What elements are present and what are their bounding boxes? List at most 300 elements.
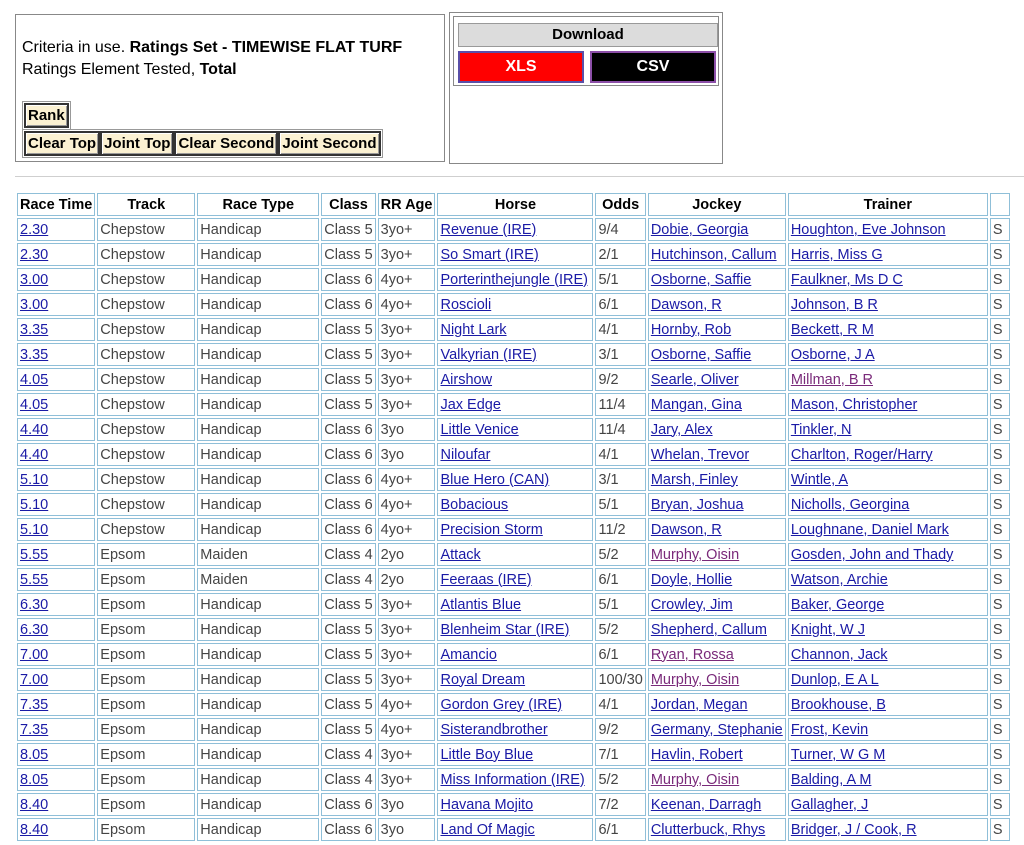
odds-cell: 5/1: [595, 268, 645, 291]
table-row: [17, 568, 1010, 591]
odds-cell: 5/2: [595, 618, 645, 641]
odds-cell: 11/4: [595, 393, 645, 416]
table-row: [17, 643, 1010, 666]
horse-link[interactable]: Blenheim Star (IRE): [440, 621, 570, 638]
race-time-cell: [17, 243, 95, 266]
extra-cell: S: [990, 718, 1010, 741]
trainer-link[interactable]: Osborne, J A: [790, 346, 875, 363]
track-cell: Chepstow: [97, 493, 195, 516]
race-type-cell: Maiden: [197, 543, 319, 566]
race-time-link[interactable]: 5.10: [20, 496, 49, 513]
horse-cell: [437, 543, 593, 566]
jockey-link[interactable]: Jary, Alex: [650, 421, 713, 438]
horse-link[interactable]: Attack: [440, 546, 481, 563]
jockey-link[interactable]: Jordan, Megan: [650, 696, 748, 713]
table-row: [17, 243, 1010, 266]
race-time-cell: [17, 593, 95, 616]
class-cell: Class 5: [321, 593, 375, 616]
jockey-link[interactable]: Murphy, Oisin: [650, 671, 740, 688]
horse-link[interactable]: Porterinthejungle (IRE): [440, 271, 588, 288]
race-type-cell: Handicap: [197, 518, 319, 541]
race-time-cell: [17, 393, 95, 416]
trainer-cell: [788, 668, 988, 691]
jockey-link[interactable]: Hutchinson, Callum: [650, 246, 777, 263]
trainer-cell: [788, 343, 988, 366]
jockey-cell: [648, 593, 786, 616]
horse-link[interactable]: Amancio: [440, 646, 497, 663]
class-cell: Class 6: [321, 468, 375, 491]
class-cell: Class 4: [321, 768, 375, 791]
horse-cell: [437, 418, 593, 441]
horse-link[interactable]: Gordon Grey (IRE): [440, 696, 563, 713]
horse-cell: [437, 768, 593, 791]
extra-cell: S: [990, 793, 1010, 816]
horse-link[interactable]: Feeraas (IRE): [440, 571, 532, 588]
trainer-cell: [788, 718, 988, 741]
horse-cell: [437, 593, 593, 616]
trainer-link[interactable]: Harris, Miss G: [790, 246, 883, 263]
track-cell: Epsom: [97, 793, 195, 816]
race-time-link[interactable]: 3.00: [20, 296, 49, 313]
jockey-link[interactable]: Mangan, Gina: [650, 396, 742, 413]
table-row: [17, 593, 1010, 616]
horse-link[interactable]: Miss Information (IRE): [440, 771, 585, 788]
horse-link[interactable]: Land Of Magic: [440, 821, 535, 838]
age-cell: 2yo: [378, 543, 436, 566]
horse-link[interactable]: Night Lark: [440, 321, 507, 338]
race-time-cell: [17, 668, 95, 691]
odds-cell: 9/2: [595, 368, 645, 391]
age-cell: 4yo+: [378, 693, 436, 716]
horse-cell: [437, 293, 593, 316]
race-time-link[interactable]: 2.30: [20, 221, 49, 238]
trainer-link[interactable]: Frost, Kevin: [790, 721, 869, 738]
track-cell: Chepstow: [97, 418, 195, 441]
trainer-cell: [788, 793, 988, 816]
race-time-link[interactable]: 8.40: [20, 796, 49, 813]
race-time-link[interactable]: 2.30: [20, 246, 49, 263]
extra-cell: S: [990, 243, 1010, 266]
race-time-cell: [17, 718, 95, 741]
header-row: [17, 193, 1010, 216]
race-type-cell: Handicap: [197, 368, 319, 391]
extra-cell: S: [990, 468, 1010, 491]
race-type-cell: Handicap: [197, 818, 319, 841]
jockey-link[interactable]: Dobie, Georgia: [650, 221, 749, 238]
race-time-link[interactable]: 4.05: [20, 396, 49, 413]
criteria-line: [22, 39, 402, 57]
jockey-cell: [648, 293, 786, 316]
horse-link[interactable]: Bobacious: [440, 496, 509, 513]
jockey-link[interactable]: Crowley, Jim: [650, 596, 733, 613]
header-race-type[interactable]: Race Type: [197, 193, 319, 216]
jockey-link[interactable]: Whelan, Trevor: [650, 446, 750, 463]
class-cell: Class 6: [321, 793, 375, 816]
race-time-link[interactable]: 6.30: [20, 621, 49, 638]
race-time-cell: [17, 618, 95, 641]
rank-button[interactable]: Rank: [24, 103, 69, 128]
age-cell: 3yo+: [378, 368, 436, 391]
extra-cell: S: [990, 418, 1010, 441]
extra-cell: S: [990, 518, 1010, 541]
track-cell: Chepstow: [97, 218, 195, 241]
extra-cell: S: [990, 818, 1010, 841]
jockey-link[interactable]: Searle, Oliver: [650, 371, 739, 388]
track-cell: Chepstow: [97, 393, 195, 416]
race-time-link[interactable]: 7.35: [20, 721, 49, 738]
race-type-cell: Handicap: [197, 268, 319, 291]
trainer-cell: [788, 468, 988, 491]
odds-cell: 5/1: [595, 493, 645, 516]
horse-link[interactable]: So Smart (IRE): [440, 246, 539, 263]
horse-link[interactable]: Precision Storm: [440, 521, 543, 538]
race-time-link[interactable]: 8.40: [20, 821, 49, 838]
horse-cell: [437, 443, 593, 466]
race-time-link[interactable]: 5.10: [20, 521, 49, 538]
race-time-link[interactable]: 3.00: [20, 271, 49, 288]
horse-link[interactable]: Blue Hero (CAN): [440, 471, 550, 488]
horse-cell: [437, 793, 593, 816]
race-time-link[interactable]: 6.30: [20, 596, 49, 613]
age-cell: 4yo+: [378, 718, 436, 741]
jockey-cell: [648, 368, 786, 391]
race-time-link[interactable]: 4.05: [20, 371, 49, 388]
jockey-cell: [648, 443, 786, 466]
track-cell: Chepstow: [97, 268, 195, 291]
extra-cell: S: [990, 343, 1010, 366]
race-time-link[interactable]: 7.00: [20, 671, 49, 688]
odds-cell: 6/1: [595, 818, 645, 841]
trainer-link[interactable]: Mason, Christopher: [790, 396, 918, 413]
horse-cell: [437, 468, 593, 491]
trainer-link[interactable]: Knight, W J: [790, 621, 865, 638]
horse-cell: [437, 618, 593, 641]
xls-download-button[interactable]: XLS: [458, 51, 584, 83]
trainer-link[interactable]: Charlton, Roger/Harry: [790, 446, 933, 463]
age-cell: 3yo+: [378, 668, 436, 691]
jockey-link[interactable]: Marsh, Finley: [650, 471, 738, 488]
race-time-link[interactable]: 4.40: [20, 421, 49, 438]
trainer-cell: [788, 693, 988, 716]
class-cell: Class 5: [321, 693, 375, 716]
race-time-cell: [17, 743, 95, 766]
trainer-link[interactable]: Turner, W G M: [790, 746, 886, 763]
header-class[interactable]: Class: [321, 193, 375, 216]
jockey-cell: [648, 793, 786, 816]
trainer-cell: [788, 593, 988, 616]
class-cell: Class 5: [321, 718, 375, 741]
table-row: [17, 418, 1010, 441]
results-table: [15, 191, 1012, 843]
trainer-cell: [788, 493, 988, 516]
class-cell: Class 6: [321, 518, 375, 541]
race-time-link[interactable]: 5.55: [20, 546, 49, 563]
extra-cell: S: [990, 643, 1010, 666]
track-cell: Epsom: [97, 768, 195, 791]
jockey-cell: [648, 718, 786, 741]
horse-link[interactable]: Little Boy Blue: [440, 746, 534, 763]
trainer-link[interactable]: Loughnane, Daniel Mark: [790, 521, 949, 538]
horse-cell: [437, 568, 593, 591]
horse-cell: [437, 668, 593, 691]
race-type-cell: Handicap: [197, 243, 319, 266]
jockey-link[interactable]: Murphy, Oisin: [650, 771, 740, 788]
jockey-cell: [648, 768, 786, 791]
trainer-link[interactable]: Balding, A M: [790, 771, 872, 788]
race-time-link[interactable]: 3.35: [20, 346, 49, 363]
race-time-link[interactable]: 5.55: [20, 571, 49, 588]
class-cell: Class 6: [321, 268, 375, 291]
header-jockey[interactable]: Jockey: [648, 193, 786, 216]
jockey-link[interactable]: Havlin, Robert: [650, 746, 743, 763]
trainer-cell: [788, 318, 988, 341]
odds-cell: 11/2: [595, 518, 645, 541]
download-title: Download: [458, 23, 718, 47]
age-cell: 3yo+: [378, 343, 436, 366]
trainer-cell: [788, 568, 988, 591]
race-time-link[interactable]: 7.35: [20, 696, 49, 713]
jockey-link[interactable]: Dawson, R: [650, 521, 722, 538]
jockey-link[interactable]: Shepherd, Callum: [650, 621, 767, 638]
trainer-cell: [788, 543, 988, 566]
joint-second-button[interactable]: Joint Second: [278, 131, 380, 156]
joint-top-button[interactable]: Joint Top: [100, 131, 174, 156]
age-cell: 3yo+: [378, 218, 436, 241]
race-time-link[interactable]: 8.05: [20, 771, 49, 788]
track-cell: Epsom: [97, 543, 195, 566]
race-type-cell: Handicap: [197, 493, 319, 516]
table-row: [17, 668, 1010, 691]
horse-link[interactable]: Royal Dream: [440, 671, 526, 688]
trainer-link[interactable]: Nicholls, Georgina: [790, 496, 910, 513]
race-type-cell: Handicap: [197, 668, 319, 691]
trainer-link[interactable]: Dunlop, E A L: [790, 671, 879, 688]
horse-link[interactable]: Sisterandbrother: [440, 721, 548, 738]
race-time-link[interactable]: 8.05: [20, 746, 49, 763]
horse-link[interactable]: Valkyrian (IRE): [440, 346, 537, 363]
header-horse[interactable]: Horse: [437, 193, 593, 216]
horse-cell: [437, 393, 593, 416]
download-inner: [453, 16, 719, 86]
jockey-cell: [648, 493, 786, 516]
track-cell: Epsom: [97, 743, 195, 766]
ratings-element-prefix: Ratings Element Tested,: [22, 61, 200, 78]
extra-cell: S: [990, 618, 1010, 641]
class-cell: Class 5: [321, 368, 375, 391]
jockey-cell: [648, 243, 786, 266]
jockey-cell: [648, 318, 786, 341]
horse-link[interactable]: Airshow: [440, 371, 493, 388]
race-time-cell: [17, 468, 95, 491]
age-cell: 3yo+: [378, 643, 436, 666]
trainer-link[interactable]: Johnson, B R: [790, 296, 878, 313]
age-cell: 3yo+: [378, 593, 436, 616]
race-time-link[interactable]: 4.40: [20, 446, 49, 463]
age-cell: 4yo+: [378, 268, 436, 291]
horse-cell: [437, 368, 593, 391]
horse-cell: [437, 268, 593, 291]
trainer-link[interactable]: Tinkler, N: [790, 421, 852, 438]
race-time-link[interactable]: 3.35: [20, 321, 49, 338]
age-cell: 4yo+: [378, 293, 436, 316]
race-time-cell: [17, 793, 95, 816]
horse-link[interactable]: Atlantis Blue: [440, 596, 522, 613]
race-type-cell: Handicap: [197, 218, 319, 241]
trainer-cell: [788, 393, 988, 416]
clear-top-button[interactable]: Clear Top: [24, 131, 100, 156]
race-type-cell: Handicap: [197, 643, 319, 666]
class-cell: Class 5: [321, 318, 375, 341]
race-type-cell: Handicap: [197, 443, 319, 466]
odds-cell: 4/1: [595, 693, 645, 716]
header-odds[interactable]: Odds: [595, 193, 645, 216]
jockey-cell: [648, 693, 786, 716]
race-time-link[interactable]: 7.00: [20, 646, 49, 663]
class-cell: Class 5: [321, 343, 375, 366]
jockey-link[interactable]: Osborne, Saffie: [650, 346, 752, 363]
trainer-link[interactable]: Bridger, J / Cook, R: [790, 821, 917, 838]
trainer-link[interactable]: Faulkner, Ms D C: [790, 271, 903, 288]
jockey-link[interactable]: Murphy, Oisin: [650, 546, 740, 563]
position-filter-group: [22, 129, 383, 158]
divider: [15, 176, 1024, 177]
track-cell: Epsom: [97, 568, 195, 591]
trainer-link[interactable]: Channon, Jack: [790, 646, 888, 663]
jockey-cell: [648, 743, 786, 766]
extra-cell: S: [990, 393, 1010, 416]
extra-cell: S: [990, 368, 1010, 391]
class-cell: Class 6: [321, 818, 375, 841]
trainer-link[interactable]: Brookhouse, B: [790, 696, 886, 713]
jockey-cell: [648, 393, 786, 416]
extra-cell: S: [990, 443, 1010, 466]
table-row: [17, 818, 1010, 841]
horse-cell: [437, 743, 593, 766]
trainer-cell: [788, 518, 988, 541]
horse-link[interactable]: Roscioli: [440, 296, 492, 313]
race-time-cell: [17, 418, 95, 441]
class-cell: Class 6: [321, 443, 375, 466]
trainer-cell: [788, 293, 988, 316]
jockey-cell: [648, 468, 786, 491]
race-time-cell: [17, 343, 95, 366]
horse-link[interactable]: Niloufar: [440, 446, 491, 463]
odds-cell: 3/1: [595, 343, 645, 366]
race-time-cell: [17, 368, 95, 391]
trainer-link[interactable]: Baker, George: [790, 596, 885, 613]
trainer-cell: [788, 743, 988, 766]
jockey-cell: [648, 268, 786, 291]
race-time-cell: [17, 318, 95, 341]
age-cell: 4yo+: [378, 518, 436, 541]
class-cell: Class 5: [321, 218, 375, 241]
header-trainer[interactable]: Trainer: [788, 193, 988, 216]
race-time-cell: [17, 518, 95, 541]
extra-cell: S: [990, 493, 1010, 516]
trainer-cell: [788, 618, 988, 641]
jockey-link[interactable]: Clutterbuck, Rhys: [650, 821, 766, 838]
track-cell: Epsom: [97, 818, 195, 841]
class-cell: Class 6: [321, 418, 375, 441]
jockey-link[interactable]: Hornby, Rob: [650, 321, 732, 338]
trainer-link[interactable]: Watson, Archie: [790, 571, 888, 588]
race-time-link[interactable]: 5.10: [20, 471, 49, 488]
trainer-cell: [788, 368, 988, 391]
csv-download-button[interactable]: CSV: [590, 51, 716, 83]
header-track[interactable]: Track: [97, 193, 195, 216]
horse-link[interactable]: Havana Mojito: [440, 796, 534, 813]
track-cell: Chepstow: [97, 368, 195, 391]
criteria-prefix: Criteria in use.: [22, 39, 130, 56]
trainer-cell: [788, 418, 988, 441]
jockey-cell: [648, 543, 786, 566]
jockey-link[interactable]: Bryan, Joshua: [650, 496, 744, 513]
header-rr-age[interactable]: RR Age: [378, 193, 436, 216]
race-type-cell: Handicap: [197, 293, 319, 316]
track-cell: Chepstow: [97, 243, 195, 266]
race-time-cell: [17, 768, 95, 791]
odds-cell: 4/1: [595, 318, 645, 341]
track-cell: Chepstow: [97, 318, 195, 341]
trainer-cell: [788, 643, 988, 666]
age-cell: 4yo+: [378, 468, 436, 491]
trainer-link[interactable]: Millman, B R: [790, 371, 874, 388]
trainer-link[interactable]: Gallagher, J: [790, 796, 869, 813]
track-cell: Chepstow: [97, 518, 195, 541]
trainer-link[interactable]: Wintle, A: [790, 471, 849, 488]
trainer-link[interactable]: Beckett, R M: [790, 321, 874, 338]
track-cell: Chepstow: [97, 468, 195, 491]
horse-link[interactable]: Little Venice: [440, 421, 519, 438]
jockey-link[interactable]: Osborne, Saffie: [650, 271, 752, 288]
horse-cell: [437, 818, 593, 841]
odds-cell: 3/1: [595, 468, 645, 491]
horse-cell: [437, 518, 593, 541]
class-cell: Class 4: [321, 543, 375, 566]
rank-button-group: [22, 101, 71, 130]
jockey-link[interactable]: Ryan, Rossa: [650, 646, 734, 663]
trainer-link[interactable]: Houghton, Eve Johnson: [790, 221, 946, 238]
jockey-link[interactable]: Dawson, R: [650, 296, 722, 313]
jockey-link[interactable]: Germany, Stephanie: [650, 721, 783, 738]
table-row: [17, 693, 1010, 716]
odds-cell: 11/4: [595, 418, 645, 441]
horse-cell: [437, 643, 593, 666]
results-table-container: [15, 191, 1024, 843]
odds-cell: 5/2: [595, 768, 645, 791]
header-race-time[interactable]: Race Time: [17, 193, 95, 216]
jockey-cell: [648, 818, 786, 841]
track-cell: Chepstow: [97, 443, 195, 466]
race-type-cell: Handicap: [197, 793, 319, 816]
horse-link[interactable]: Revenue (IRE): [440, 221, 537, 238]
odds-cell: 9/2: [595, 718, 645, 741]
ratings-element-value: Total: [199, 61, 237, 78]
track-cell: Epsom: [97, 618, 195, 641]
jockey-cell: [648, 643, 786, 666]
clear-second-button[interactable]: Clear Second: [174, 131, 278, 156]
extra-cell: S: [990, 543, 1010, 566]
odds-cell: 6/1: [595, 643, 645, 666]
horse-link[interactable]: Jax Edge: [440, 396, 501, 413]
jockey-link[interactable]: Doyle, Hollie: [650, 571, 733, 588]
trainer-link[interactable]: Gosden, John and Thady: [790, 546, 954, 563]
jockey-link[interactable]: Keenan, Darragh: [650, 796, 762, 813]
table-row: [17, 443, 1010, 466]
race-type-cell: Handicap: [197, 343, 319, 366]
trainer-cell: [788, 243, 988, 266]
trainer-cell: [788, 818, 988, 841]
